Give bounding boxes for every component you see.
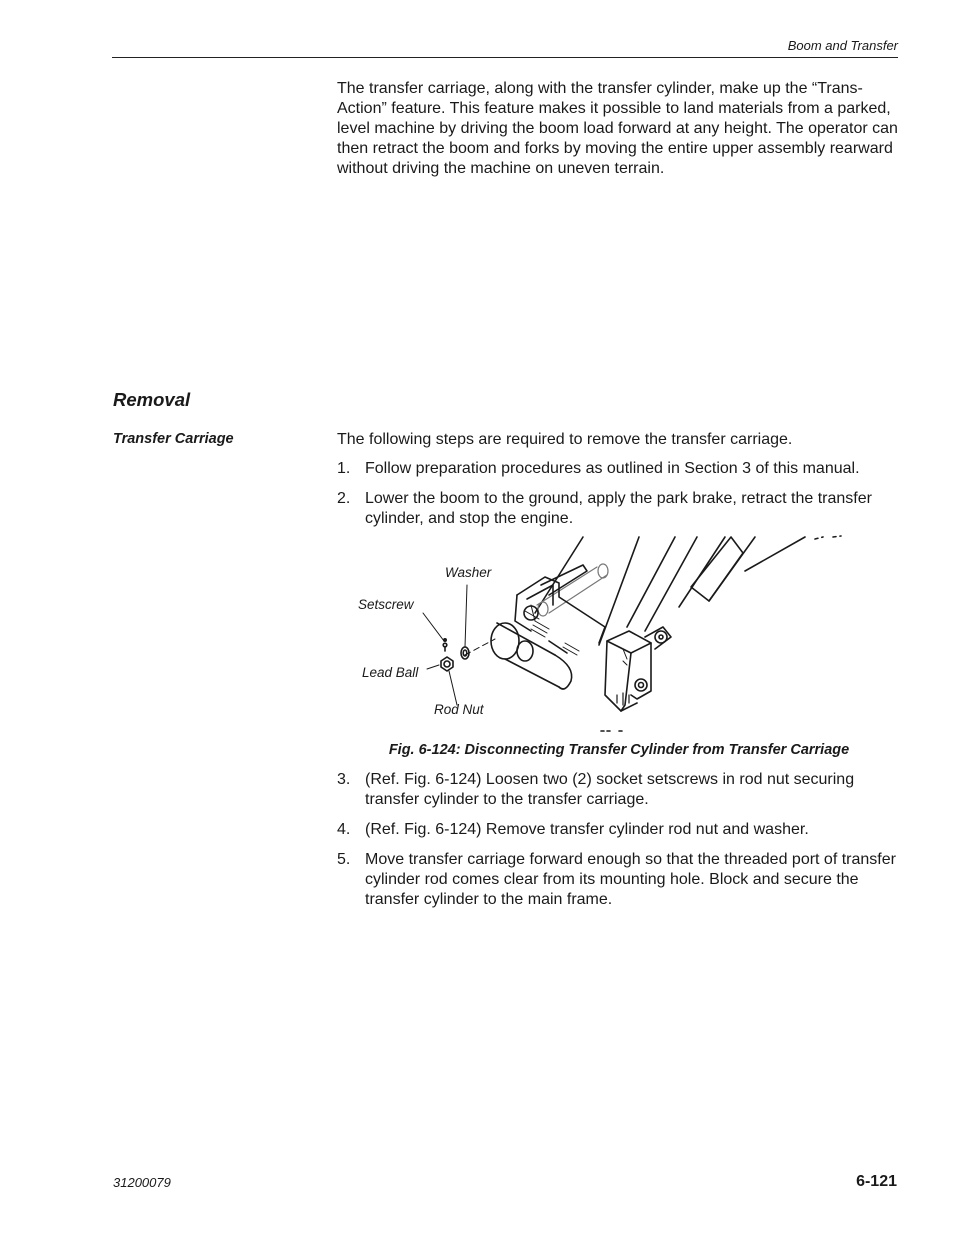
figure-illustration [345, 535, 865, 735]
step-number: 2. [337, 490, 351, 507]
figure-caption: Fig. 6-124: Disconnecting Transfer Cylinder from Transfer Carriage [388, 742, 850, 758]
lead-paragraph: The following steps are required to remove the transfer carriage. [337, 431, 793, 448]
step-text: (Ref. Fig. 6-124) Remove transfer cylinder rod nut and washer. [365, 821, 809, 838]
step-number: 3. [337, 771, 351, 788]
intro-paragraph: The transfer carriage, along with the transfer cylinder, make up the “Trans-Action” feature. This feature makes it possible to land materials from a parked, level machine by driving the boom load forward at any height. The operator can then retract the boom and forks by moving the entire upper assembly rearward without driving the machine on uneven terrain. [337, 80, 898, 177]
page-number: 6-121 [856, 1173, 897, 1190]
list-item [337, 770, 901, 810]
list-item [337, 489, 901, 529]
step-number: 4. [337, 821, 351, 838]
side-heading: Transfer Carriage [113, 431, 234, 447]
figure-label-lead-ball: Lead Ball [362, 665, 419, 680]
document-number: 31200079 [113, 1175, 171, 1190]
step-number: 1. [337, 460, 351, 477]
step-text: (Ref. Fig. 6-124) Loosen two (2) socket setscrews in rod nut securing transfer cylinder to the transfer carriage. [365, 771, 855, 808]
figure-label-rod-nut: Rod Nut [434, 702, 484, 717]
header-rule [112, 57, 898, 58]
step-text: Lower the boom to the ground, apply the park brake, retract the transfer cylinder, and stop the engine. [365, 490, 872, 527]
list-item [337, 459, 901, 479]
list-item [337, 820, 901, 840]
list-item [337, 850, 901, 910]
figure-label-setscrew: Setscrew [358, 597, 414, 612]
figure-label-washer: Washer [445, 565, 492, 580]
section-heading: Removal [113, 389, 191, 410]
step-number: 5. [337, 851, 351, 868]
transfer-carriage-drawing [345, 535, 865, 735]
step-text: Move transfer carriage forward enough so that the threaded port of transfer cylinder rod comes clear from its mounting hole. Block and secure the transfer cylinder to the main frame. [365, 851, 896, 908]
step-text: Follow preparation procedures as outlined in Section 3 of this manual. [365, 460, 860, 477]
running-header-title: Boom and Transfer [787, 38, 898, 53]
